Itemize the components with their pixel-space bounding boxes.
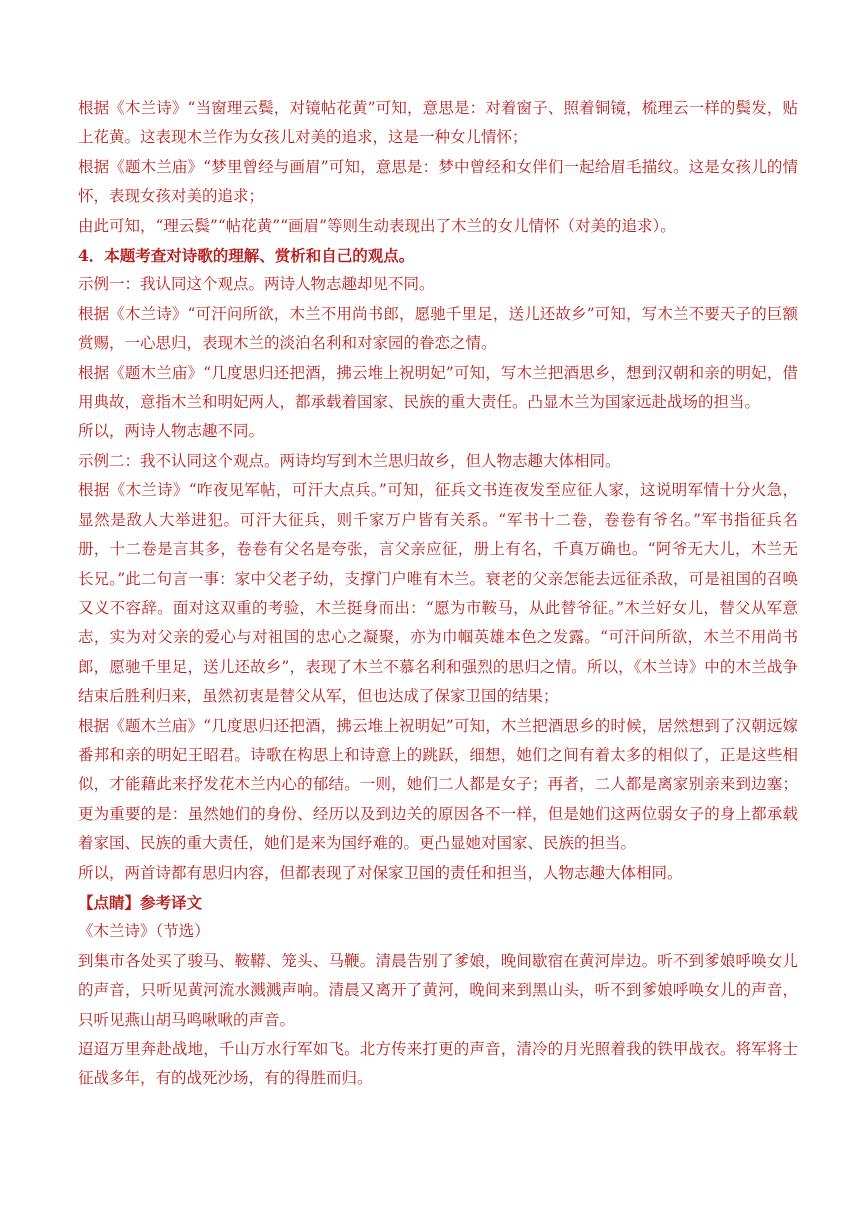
question-4-heading: 4．本题考查对诗歌的理解、赏析和自己的观点。 xyxy=(78,246,415,266)
paragraph-example-two-conclusion: 所以，两首诗都有思归内容，但都表现了对保家卫国的责任和担当，人物志趣大体相同。 xyxy=(78,863,683,882)
paragraph-summary: 由此可知，“理云鬓”“帖花黄”“画眉”等则生动表现出了木兰的女儿情怀（对美的追求）。 xyxy=(78,216,676,235)
paragraph-example-one-mulan: 根据《木兰诗》“可汗问所欲，木兰不用尚书郎，愿驰千里足，送儿还故乡”可知，写木兰不要天子的巨额赏赐，一心思归，表现木兰的淡泊名利和对家园的眷恋之情。 xyxy=(78,304,798,353)
paragraph-example-one-conclusion: 所以，两诗人物志趣不同。 xyxy=(78,422,265,441)
paragraph-example-one-temple: 根据《题木兰庙》“几度思归还把酒，拂云堆上祝明妃”可知，写木兰把酒思乡，想到汉朝和亲的明妃，借用典故，意指木兰和明妃两人，都承载着国家、民族的重大责任。凸显木兰为国家远赴战场的担当。 xyxy=(78,363,798,412)
paragraph-mulan-poem-beauty: 根据《木兰诗》“当窗理云鬓，对镜帖花黄”可知，意思是：对着窗子、照着铜镜，梳理云一样的鬓发，贴上花黄。这表现木兰作为女孩儿对美的追求，这是一种女儿情怀； xyxy=(78,99,798,147)
document-page xyxy=(78,94,798,1094)
paragraph-example-two-temple: 根据《题木兰庙》“几度思归还把酒，拂云堆上祝明妃”可知，木兰把酒思乡的时候，居然想到了汉朝远嫁番邦和亲的明妃王昭君。诗歌在构思上和诗意上的跳跃，细想，她们之间有着太多的相似了，正是这些相似，才能藉此来抒发花木兰内心的郁结。一则，她们二人都是女子；再者，二人都是离家别亲来到边塞；更为重要的是：虽然她们的身份、经历以及到边关的原因各不一样，但是她们这两位弱女子的身上都承载着家国、民族的重大责任，她们是来为国纾难的。更凸显她对国家、民族的担当。 xyxy=(78,716,798,853)
translation-title: 《木兰诗》（节选） xyxy=(78,922,210,941)
translation-paragraph: 到集市各处买了骏马、鞍鞯、笼头、马鞭。清晨告别了爹娘，晚间歇宿在黄河岸边。听不到爹娘呼唤女儿的声音，只听见黄河流水溅溅声响。清晨又离开了黄河，晚间来到黑山头，听不到爹娘呼唤女儿的声音，只听见燕山胡马鸣啾啾的声音。 xyxy=(78,951,798,1029)
paragraph-example-two-mulan: 根据《木兰诗》“咋夜见军帖，可汗大点兵。”可知，征兵文书连夜发至应征人家，这说明军情十分火急，显然是敌人大举进犯。可汗大征兵，则千家万户皆有关系。“军书十二卷，卷卷有爷名。”军书指征兵名册，十二卷是言其多，卷卷有父名是夸张，言父亲应征，册上有名，千真万确也。“阿爷无大儿，木兰无长兄。”此二句言一事：家中父老子幼，支撑门户唯有木兰。衰老的父亲怎能去远征杀敌，可是祖国的召唤又义不容辞。面对这双重的考验，木兰挺身而出：“愿为市鞍马，从此替爷征。”木兰好女儿，替父从军意志，实为对父亲的爱心与对祖国的忠心之凝聚，亦为巾帼英雄本色之发露。“可汗问所欲，木兰不用尚书郎，愿驰千里足，送儿还故乡”，表现了木兰不慕名利和强烈的思归之情。所以，《木兰诗》中的木兰战争结束后胜利归来，虽然初衷是替父从军，但也达成了保家卫国的结果； xyxy=(78,481,798,706)
translation-paragraph: 迢迢万里奔赴战地，千山万水行军如飞。北方传来打更的声音，清冷的月光照着我的铁甲战衣。将军将士征战多年，有的战死沙场，有的得胜而归。 xyxy=(78,1040,798,1088)
paragraph-temple-poem-beauty: 根据《题木兰庙》“梦里曾经与画眉”可知，意思是：梦中曾经和女伴们一起给眉毛描纹。这是女孩儿的情怀，表现女孩对美的追求； xyxy=(78,157,798,206)
note-heading: 【点睛】参考译文 xyxy=(78,892,203,912)
example-two-label: 示例二：我不认同这个观点。两诗均写到木兰思归故乡，但人物志趣大体相同。 xyxy=(78,451,621,470)
example-one-label: 示例一：我认同这个观点。两诗人物志趣却见不同。 xyxy=(78,275,435,294)
